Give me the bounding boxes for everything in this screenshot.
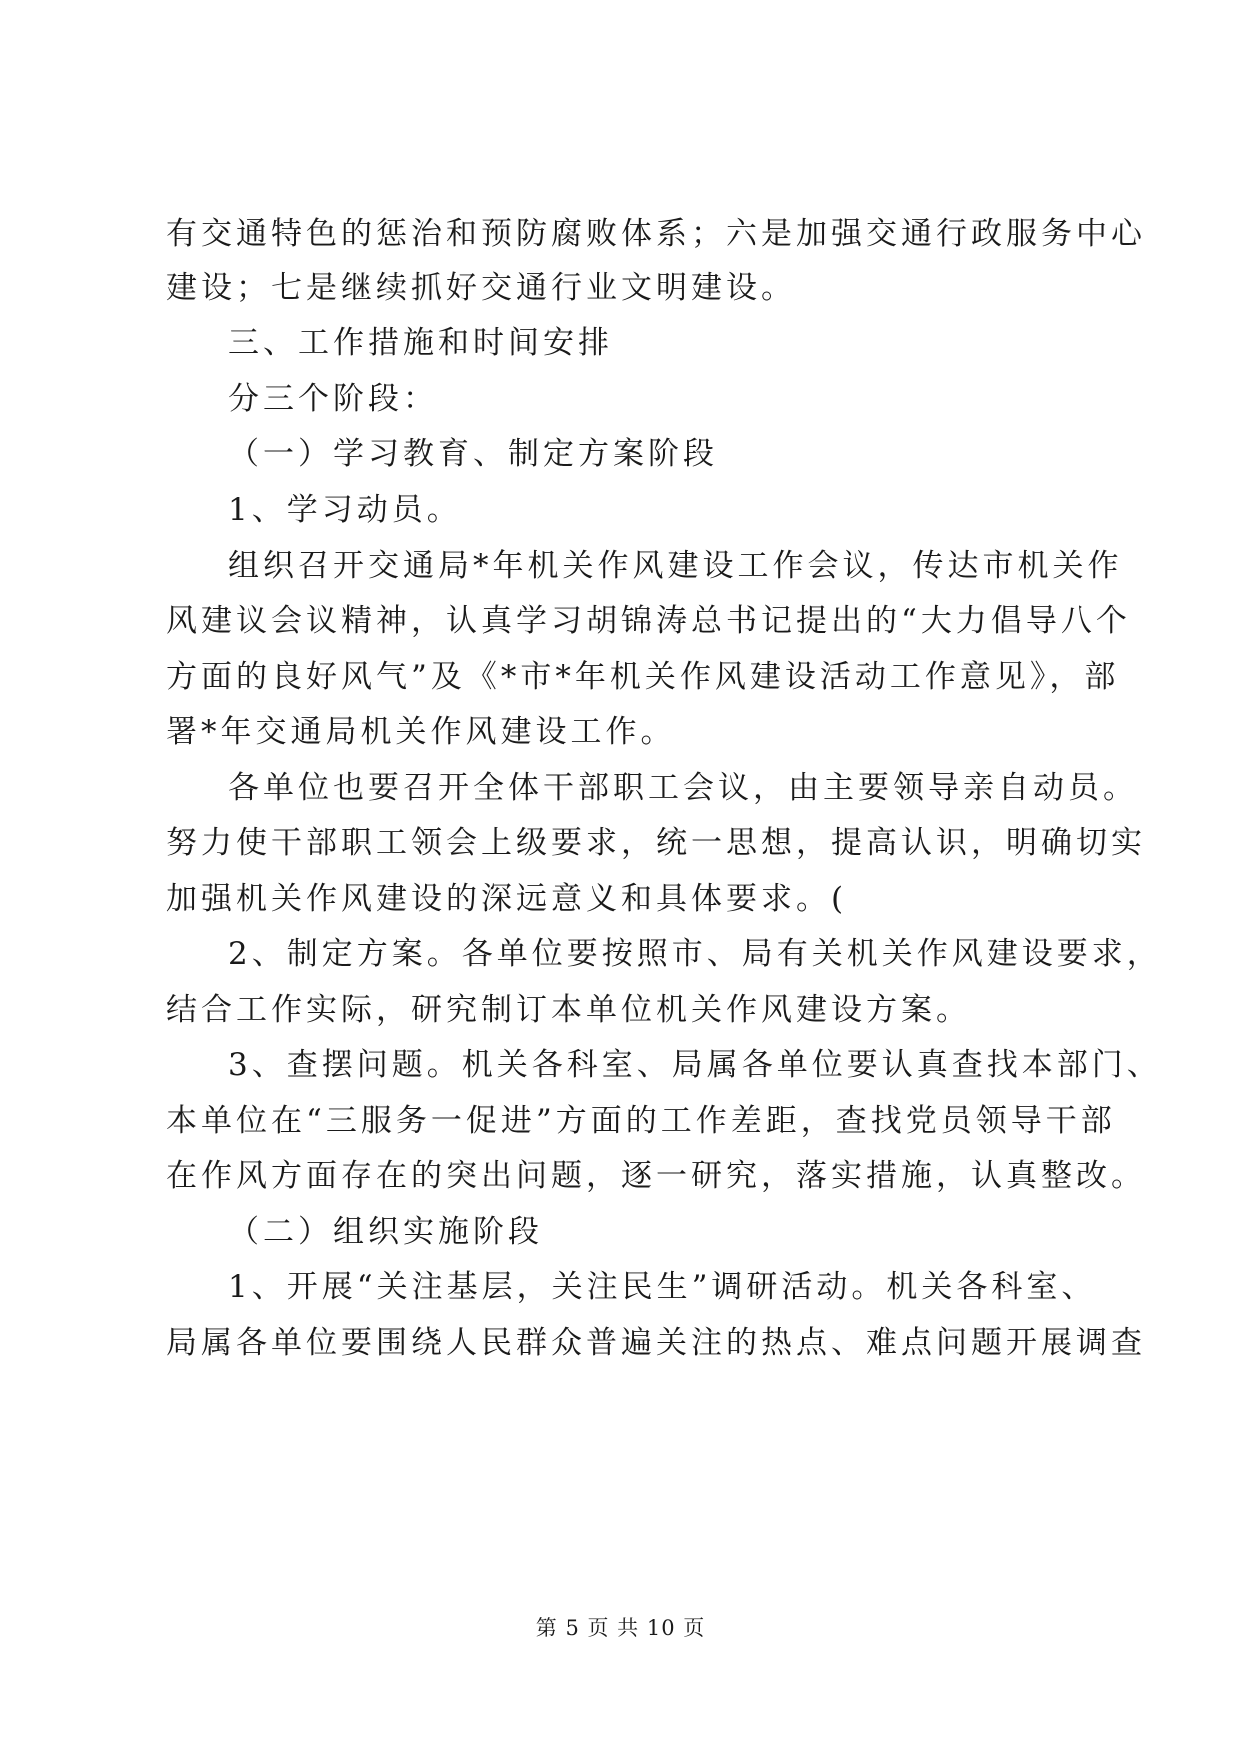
text-line: 署*年交通局机关作风建设工作。 xyxy=(166,714,676,750)
text-line: 各单位也要召开全体干部职工会议，由主要领导亲自动员。 xyxy=(228,770,1138,806)
text-line: 分三个阶段： xyxy=(228,381,438,417)
section-heading: 三、工作措施和时间安排 xyxy=(228,325,613,361)
text-line: 加强机关作风建设的深远意义和具体要求。( xyxy=(166,881,848,917)
text-line: 3、查摆问题。机关各科室、局属各单位要认真查找本部门、 xyxy=(228,1047,1162,1083)
text-line: 有交通特色的惩治和预防腐败体系；六是加强交通行政服务中心 xyxy=(166,216,1146,252)
text-line: 组织召开交通局*年机关作风建设工作会议，传达市机关作 xyxy=(228,548,1123,584)
text-line: 建设；七是继续抓好交通行业文明建设。 xyxy=(166,270,796,306)
subsection-heading: （二）组织实施阶段 xyxy=(228,1214,543,1250)
text-line: 方面的良好风气”及《*市*年机关作风建设活动工作意见》，部 xyxy=(166,659,1120,695)
text-line: 1、开展“关注基层，关注民生”调研活动。机关各科室、 xyxy=(228,1269,1097,1305)
text-line: 风建议会议精神，认真学习胡锦涛总书记提出的“大力倡导八个 xyxy=(166,603,1131,639)
text-line: 2、制定方案。各单位要按照市、局有关机关作风建设要求， xyxy=(228,936,1162,972)
text-line: 在作风方面存在的突出问题，逐一研究，落实措施，认真整改。 xyxy=(166,1158,1146,1194)
text-line: 努力使干部职工领会上级要求，统一思想，提高认识，明确切实 xyxy=(166,825,1146,861)
text-line: 结合工作实际，研究制订本单位机关作风建设方案。 xyxy=(166,992,971,1028)
subsection-heading: （一）学习教育、制定方案阶段 xyxy=(228,436,718,472)
text-line: 本单位在“三服务一促进”方面的工作差距，查找党员领导干部 xyxy=(166,1103,1116,1139)
text-line: 局属各单位要围绕人民群众普遍关注的热点、难点问题开展调查 xyxy=(166,1325,1146,1361)
page-number-footer: 第 5 页 共 10 页 xyxy=(535,1616,706,1640)
text-line: 1、学习动员。 xyxy=(228,492,462,528)
